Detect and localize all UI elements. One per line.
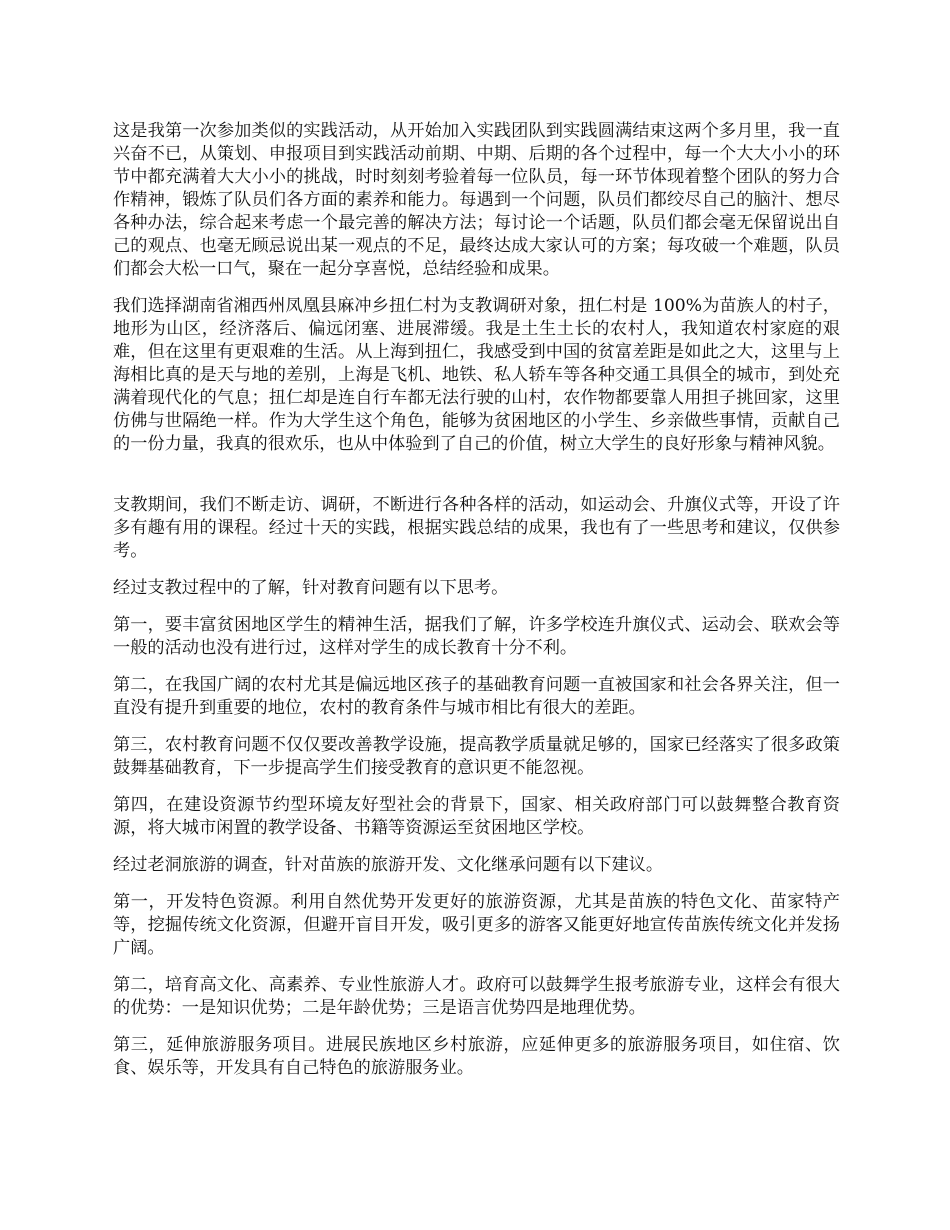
section-gap [113,470,840,494]
paragraph-tourism-intro: 经过老洞旅游的调查，针对苗族的旅游开发、文化继承问题有以下建议。 [113,855,664,875]
paragraph-education-point-1: 第一，要丰富贫困地区学生的精神生活，据我们了解，许多学校连升旗仪式、运动会、联欢会等一般的活动也没有进行过，这样对学生的成长教育十分不利。 [113,615,840,658]
paragraph-tourism-point-3: 第三，延伸旅游服务项目。进展民族地区乡村旅游，应延伸更多的旅游服务项目，如住宿、饮食、娱乐等，开发具有自己特色的旅游服务业。 [113,1035,840,1078]
paragraph-education-point-3: 第三，农村教育问题不仅仅要改善教学设施，提高教学质量就足够的，国家已经落实了很多政策鼓舞基础教育，下一步提高学生们接受教育的意识更不能忽视。 [113,735,840,778]
paragraph-teaching-period: 支教期间，我们不断走访、调研，不断进行各种各样的活动，如运动会、升旗仪式等，开设了许多有趣有用的课程。经过十天的实践，根据实践总结的成果，我也有了一些思考和建议，仅供参考。 [113,495,840,561]
document-body [113,120,840,1094]
paragraph-education-intro: 经过支教过程中的了解，针对教育问题有以下思考。 [113,578,509,598]
paragraph-practice-experience: 这是我第一次参加类似的实践活动，从开始加入实践团队到实践圆满结束这两个多月里，我一直兴奋不已，从策划、申报项目到实践活动前期、中期、后期的各个过程中，每一个大大小小的环节中都充满着大大小小的挑战，时时刻刻考验着每一位队员，每一环节体现着整个团队的努力合作精神，锻炼了队员们各方面的素养和能力。每遇到一个问题，队员们都绞尽自己的脑汁、想尽各种办法，综合起来考虑一个最完善的解决方法；每讨论一个话题，队员们都会毫无保留说出自己的观点、也毫无顾忌说出某一观点的不足，最终达成大家认可的方案；每攻破一个难题，队员们都会大松一口气，聚在一起分享喜悦，总结经验和成果。 [113,121,840,279]
paragraph-education-point-2: 第二，在我国广阔的农村尤其是偏远地区孩子的基础教育问题一直被国家和社会各界关注，但一直没有提升到重要的地位，农村的教育条件与城市相比有很大的差距。 [113,675,840,718]
paragraph-tourism-point-2: 第二，培育高文化、高素养、专业性旅游人才。政府可以鼓舞学生报考旅游专业，这样会有很大的优势：一是知识优势；二是年龄优势；三是语言优势四是地理优势。 [113,975,840,1018]
paragraph-tourism-point-1: 第一，开发特色资源。利用自然优势开发更好的旅游资源，尤其是苗族的特色文化、苗家特产等，挖掘传统文化资源，但避开盲目开发，吸引更多的游客又能更好地宣传苗族传统文化并发扬广阔。 [113,892,840,958]
paragraph-village-description: 我们选择湖南省湘西州凤凰县麻冲乡扭仁村为支教调研对象，扭仁村是 100%为苗族人的村子，地形为山区，经济落后、偏远闭塞、进展滞缓。我是土生土长的农村人，我知道农村家庭的艰难，但在这里有更艰难的生活。从上海到扭仁，我感受到中国的贫富差距是如此之大，这里与上海相比真的是天与地的差别，上海是飞机、地铁、私人轿车等各种交通工具俱全的城市，到处充满着现代化的气息；扭仁却是连自行车都无法行驶的山村，农作物都要靠人用担子挑回家，这里仿佛与世隔绝一样。作为大学生这个角色，能够为贫困地区的小学生、乡亲做些事情，贡献自己的一份力量，我真的很欢乐，也从中体验到了自己的价值，树立大学生的良好形象与精神风貌。 [113,296,840,454]
paragraph-education-point-4: 第四，在建设资源节约型环境友好型社会的背景下，国家、相关政府部门可以鼓舞整合教育资源，将大城市闲置的教学设备、书籍等资源运至贫困地区学校。 [113,795,840,838]
